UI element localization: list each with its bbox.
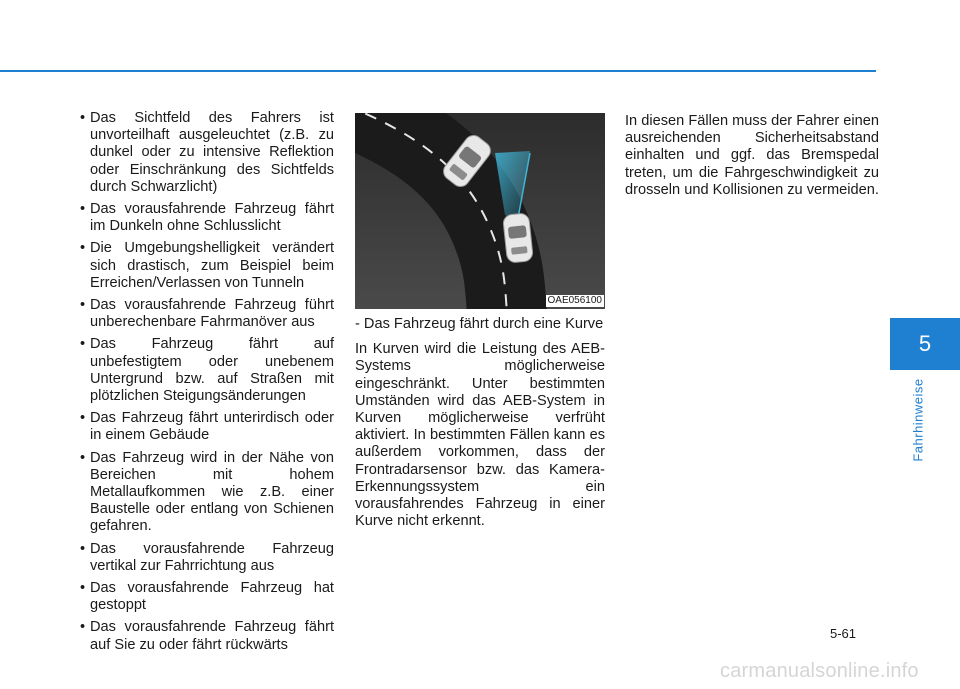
right-column bbox=[625, 113, 879, 199]
curve-explanation: In Kurven wird die Leistung des AEB-Systems möglicherweise eingeschränkt. Unter bestimmten Umständen wird das AEB-System in Kurven möglicherweise verfrüht aktiviert. In bestimmten Fällen kann es außerdem vorkommen, dass der Frontradarsensor bzw. das Kamera-Erkennungssystem ein vorausfahrendes Fahrzeug in einer Kurve nicht erkennt. bbox=[355, 341, 605, 530]
list-item: • Das Sichtfeld des Fahrers ist unvorteilhaft ausgeleuchtet (z.B. zu dunkel oder zu intensive Reflektion oder Einschränkung des Sichtfelds durch Schwarzlicht) bbox=[80, 110, 334, 196]
chapter-tab[interactable] bbox=[890, 318, 960, 370]
figure-code: OAE056100 bbox=[547, 295, 602, 306]
chapter-label bbox=[908, 375, 928, 465]
header-rule bbox=[0, 70, 876, 72]
chapter-title: Fahrhinweise bbox=[910, 378, 926, 462]
list-item: • Das Fahrzeug wird in der Nähe von Bereichen mit hohem Metallaufkommen wie z.B. einer Baustelle oder entlang von Schienen gefahren. bbox=[80, 450, 334, 536]
list-item: • Das vorausfahrende Fahrzeug führt unberechenbare Fahrmanöver aus bbox=[80, 297, 334, 331]
curve-condition: - Das Fahrzeug fährt durch eine Kurve bbox=[355, 316, 604, 332]
list-item: • Das vorausfahrende Fahrzeug fährt im Dunkeln ohne Schlusslicht bbox=[80, 201, 334, 235]
condition-list bbox=[80, 110, 334, 654]
list-item: • Das vorausfahrende Fahrzeug vertikal zur Fahrrichtung aus bbox=[80, 541, 334, 575]
own-car-icon bbox=[503, 213, 534, 263]
driver-advice: In diesen Fällen muss der Fahrer einen ausreichenden Sicherheitsabstand einhalten und ggf. das Bremspedal treten, um die Fahrgeschwindigkeit zu drosseln und Kollisionen zu vermeiden. bbox=[625, 113, 879, 198]
road-curve-drawing bbox=[355, 113, 605, 309]
page-number: 5-61 bbox=[830, 626, 857, 641]
chapter-number: 5 bbox=[918, 331, 932, 356]
list-item: • Das vorausfahrende Fahrzeug hat gestoppt bbox=[80, 580, 334, 614]
middle-column bbox=[355, 113, 605, 530]
curve-illustration bbox=[355, 113, 605, 309]
list-item: • Das vorausfahrende Fahrzeug fährt auf Sie zu oder fährt rückwärts bbox=[80, 619, 334, 653]
list-item: • Das Fahrzeug fährt auf unbefestigtem oder unebenem Untergrund bzw. auf Straßen mit plötzlichen Steigungsänderungen bbox=[80, 336, 334, 405]
watermark: carmanualsonline.info bbox=[720, 660, 919, 682]
list-item: • Die Umgebungshelligkeit verändert sich drastisch, zum Beispiel beim Erreichen/Verlassen von Tunneln bbox=[80, 240, 334, 292]
list-item: • Das Fahrzeug fährt unterirdisch oder in einem Gebäude bbox=[80, 410, 334, 444]
left-column bbox=[80, 110, 334, 659]
